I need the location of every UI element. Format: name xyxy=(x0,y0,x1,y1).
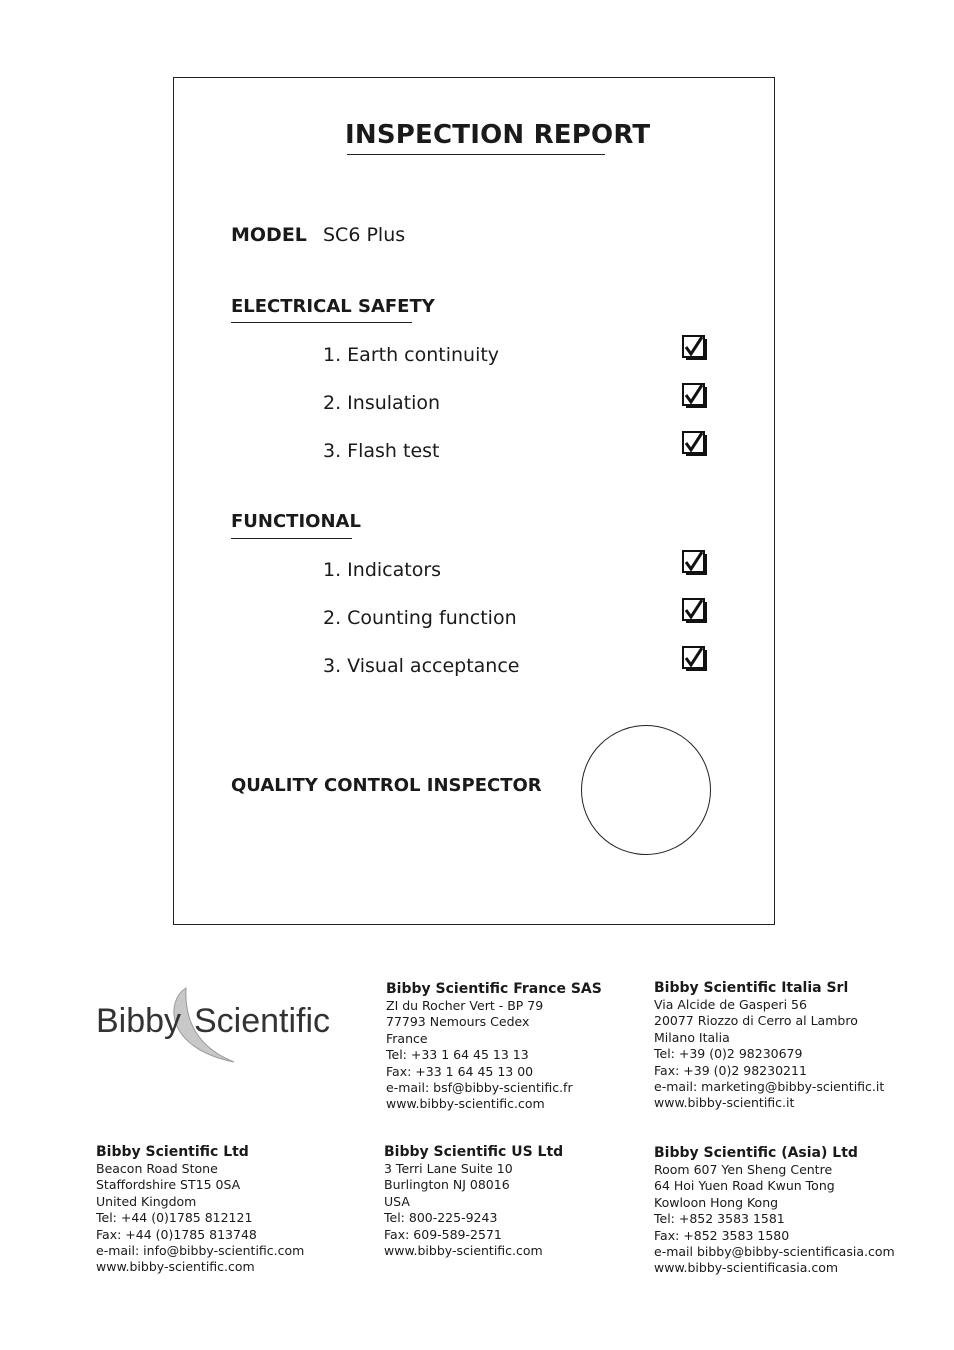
checkbox-checked-icon xyxy=(682,598,708,624)
address-line: Milano Italia xyxy=(654,1029,730,1045)
functional-item-indicators: 1. Indicators xyxy=(323,559,442,581)
checkbox-checked-icon xyxy=(682,335,708,361)
address-line: Room 607 Yen Sheng Centre xyxy=(654,1162,833,1177)
company-name: Bibby Scientific Ltd xyxy=(96,1144,249,1160)
checkbox-checked-icon xyxy=(682,431,708,457)
address-line: 77793 Nemours Cedex xyxy=(386,1014,530,1030)
phone-line: Tel: +44 (0)1785 812121 xyxy=(96,1210,253,1226)
electrical-item-flash-test: 3. Flash test xyxy=(323,440,440,462)
address-line: 3 Terri Lane Suite 10 xyxy=(384,1161,513,1176)
email-line: e-mail: marketing@bibby-scientific.it xyxy=(654,1079,885,1095)
address-line: Staffordshire ST15 0SA xyxy=(96,1177,241,1193)
report-title: INSPECTION REPORT xyxy=(345,120,651,150)
functional-underline xyxy=(231,538,352,539)
fax-line: Fax: +852 3583 1580 xyxy=(654,1227,790,1243)
address-france xyxy=(386,980,602,1113)
functional-item-counting-function: 2. Counting function xyxy=(323,607,517,629)
model-label: MODEL xyxy=(231,224,307,246)
address-line: Burlington NJ 08016 xyxy=(384,1177,510,1193)
company-name: Bibby Scientific France SAS xyxy=(386,981,602,997)
checkbox-checked-icon xyxy=(682,550,708,576)
functional-heading: FUNCTIONAL xyxy=(231,511,361,532)
phone-line: Tel: +33 1 64 45 13 13 xyxy=(386,1047,529,1063)
checkbox-checked-icon xyxy=(682,383,708,409)
website-line: www.bibby-scientific.com xyxy=(386,1096,545,1112)
functional-item-visual-acceptance: 3. Visual acceptance xyxy=(323,655,520,677)
website-line: www.bibby-scientific.com xyxy=(96,1259,255,1275)
fax-line: Fax: +44 (0)1785 813748 xyxy=(96,1226,257,1242)
company-name: Bibby Scientific Italia Srl xyxy=(654,980,849,996)
bibby-scientific-logo xyxy=(94,978,330,1068)
phone-line: Tel: +39 (0)2 98230679 xyxy=(654,1046,803,1062)
website-line: www.bibby-scientific.com xyxy=(384,1243,543,1259)
address-italia xyxy=(654,979,884,1112)
electrical-safety-underline xyxy=(231,322,412,323)
address-line: 20077 Riozzo di Cerro al Lambro xyxy=(654,1013,858,1029)
address-uk xyxy=(96,1143,304,1276)
website-line: www.bibby-scientificasia.com xyxy=(654,1260,839,1276)
address-line: Kowloon Hong Kong xyxy=(654,1194,779,1210)
phone-line: Tel: 800-225-9243 xyxy=(384,1210,498,1226)
logo-word-bibby: Bibby xyxy=(96,1002,182,1040)
title-underline xyxy=(347,154,605,155)
email-line: e-mail: bsf@bibby-scientific.fr xyxy=(386,1080,573,1096)
email-line: e-mail: info@bibby-scientific.com xyxy=(96,1243,305,1259)
inspector-stamp-circle xyxy=(581,725,711,855)
fax-line: Fax: 609-589-2571 xyxy=(384,1226,502,1242)
company-name: Bibby Scientific US Ltd xyxy=(384,1144,564,1160)
address-line: USA xyxy=(384,1193,410,1209)
model-value: SC6 Plus xyxy=(323,224,406,246)
quality-control-inspector-label: QUALITY CONTROL INSPECTOR xyxy=(231,775,542,796)
electrical-item-insulation: 2. Insulation xyxy=(323,392,441,414)
electrical-item-earth-continuity: 1. Earth continuity xyxy=(323,344,500,366)
fax-line: Fax: +39 (0)2 98230211 xyxy=(654,1062,807,1078)
address-line: France xyxy=(386,1030,428,1046)
address-line: 64 Hoi Yuen Road Kwun Tong xyxy=(654,1178,835,1194)
email-line: e-mail bibby@bibby-scientificasia.com xyxy=(654,1244,895,1260)
address-us xyxy=(384,1143,563,1259)
company-name: Bibby Scientific (Asia) Ltd xyxy=(654,1145,858,1161)
phone-line: Tel: +852 3583 1581 xyxy=(654,1211,785,1227)
logo-word-scientific: Scientific xyxy=(194,1002,330,1040)
checkbox-checked-icon xyxy=(682,646,708,672)
address-line: ZI du Rocher Vert - BP 79 xyxy=(386,998,544,1013)
website-line: www.bibby-scientific.it xyxy=(654,1095,795,1111)
fax-line: Fax: +33 1 64 45 13 00 xyxy=(386,1063,534,1079)
address-asia xyxy=(654,1144,895,1277)
address-line: Via Alcide de Gasperi 56 xyxy=(654,997,807,1012)
address-line: United Kingdom xyxy=(96,1193,197,1209)
electrical-safety-heading: ELECTRICAL SAFETY xyxy=(231,296,435,317)
address-line: Beacon Road Stone xyxy=(96,1161,218,1176)
